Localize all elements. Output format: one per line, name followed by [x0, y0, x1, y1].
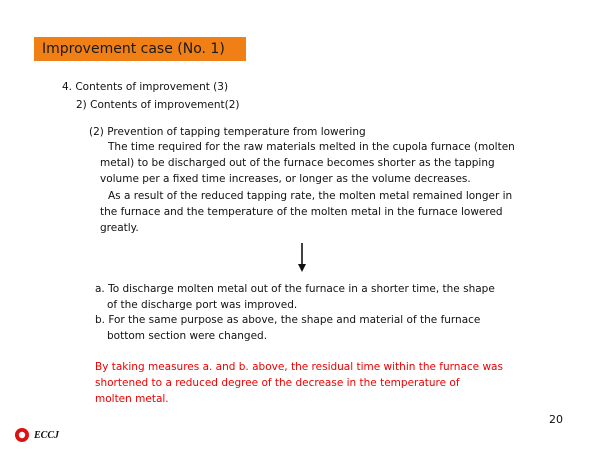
paragraph-2-line: the furnace and the temperature of the molten metal in the furnace lowered	[100, 206, 503, 218]
item-b-line: bottom section were changed.	[107, 330, 268, 342]
item-a-line: of the discharge port was improved.	[107, 299, 298, 311]
conclusion	[95, 359, 503, 407]
page-number: 20	[549, 413, 563, 426]
paragraph-1-line: The time required for the raw materials melted in the cupola furnace (molten	[108, 141, 515, 153]
section-heading: (2) Prevention of tapping temperature from lowering	[89, 126, 366, 138]
logo-text: ECCJ	[34, 430, 60, 441]
down-arrow-icon	[297, 243, 307, 273]
conclusion-line: By taking measures a. and b. above, the residual time within the furnace was	[95, 361, 503, 373]
paragraph-1-line: volume per a fixed time increases, or longer as the volume decreases.	[100, 173, 471, 185]
conclusion-line: molten metal.	[95, 393, 169, 405]
paragraph-2	[100, 188, 512, 236]
item-a-line: a. To discharge molten metal out of the furnace in a shorter time, the shape	[95, 283, 495, 295]
conclusion-line: shortened to a reduced degree of the decrease in the temperature of	[95, 377, 460, 389]
slide-title: Improvement case (No. 1)	[34, 37, 246, 61]
heading-contents-of-improvement-2: 2) Contents of improvement(2)	[76, 99, 240, 111]
paragraph-2-line: greatly.	[100, 222, 139, 234]
paragraph-1-line: metal) to be discharged out of the furnace becomes shorter as the tapping	[100, 157, 495, 169]
item-b	[95, 312, 480, 344]
paragraph-2-line: As a result of the reduced tapping rate, the molten metal remained longer in	[108, 190, 513, 202]
item-b-line: b. For the same purpose as above, the shape and material of the furnace	[95, 314, 481, 326]
item-a	[95, 281, 495, 313]
eccj-logo-icon	[14, 427, 30, 443]
paragraph-1	[100, 139, 515, 187]
heading-contents-of-improvement-3: 4. Contents of improvement (3)	[62, 81, 229, 93]
